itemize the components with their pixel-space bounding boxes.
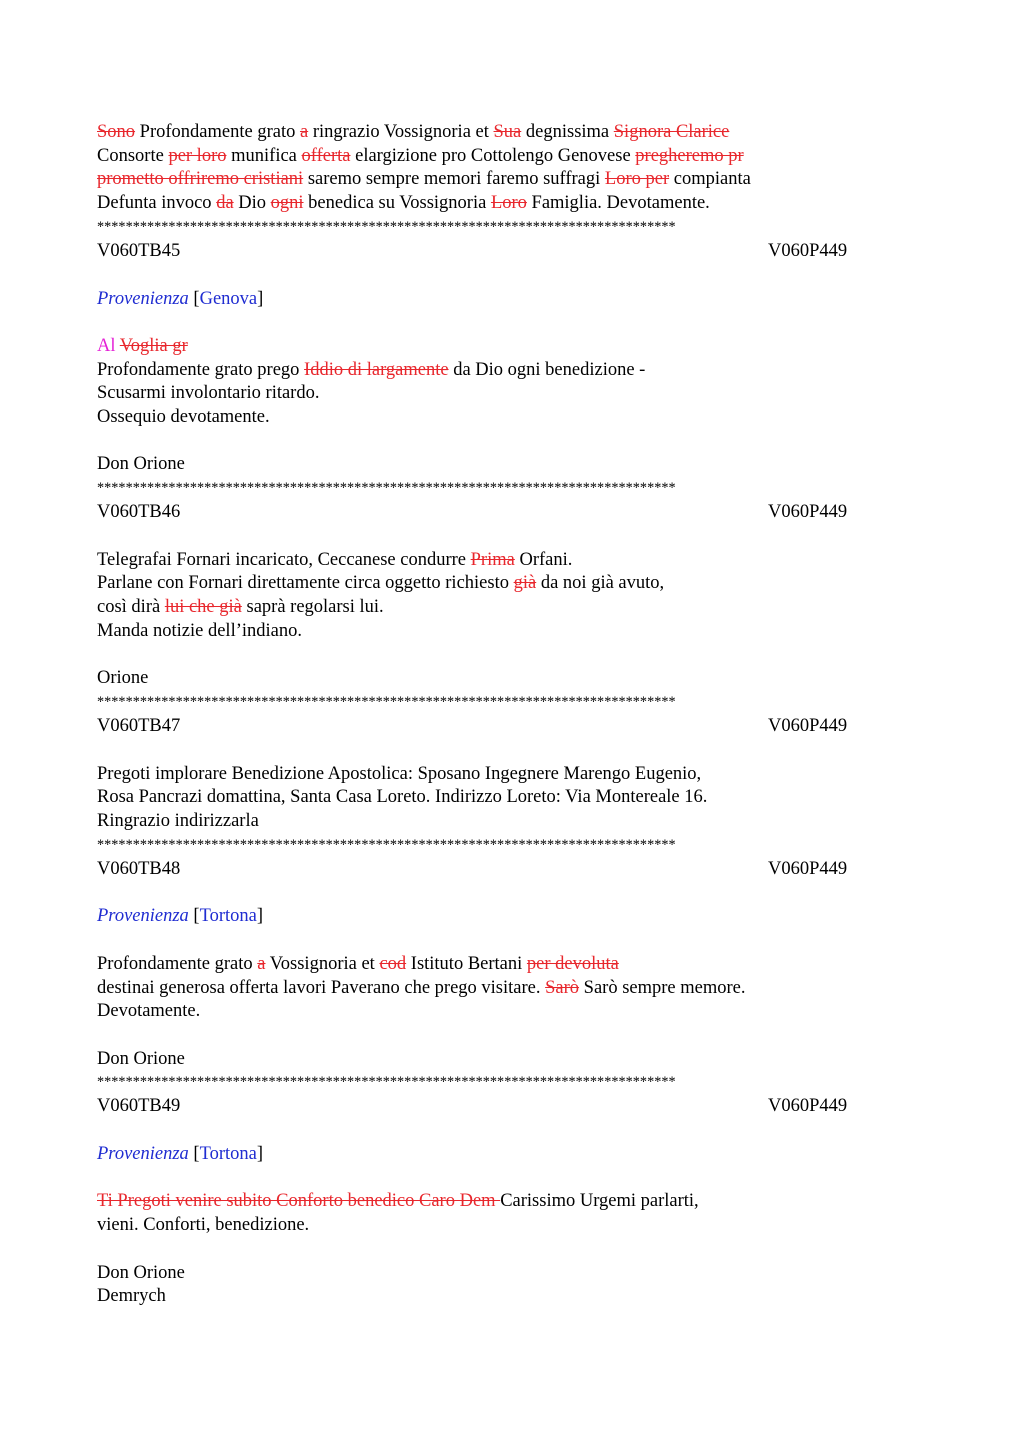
record-id: V060TB49 [97, 1096, 181, 1117]
inserted-text: Al [97, 335, 116, 356]
record-id-row [97, 713, 927, 739]
record-page: V060P449 [768, 1096, 848, 1117]
text-segment: degnissima [521, 122, 614, 142]
text-segment: Rosa Pancrazi domattina, Santa Casa Loreto. Indirizzo Loreto: Via Montereale 16. [97, 787, 708, 808]
deleted-text: cod [379, 953, 407, 974]
text-segment: elargizione pro Cottolengo Genovese [350, 145, 636, 166]
text-segment: Sarò sempre memore. [579, 977, 746, 998]
record-page: V060P449 [768, 502, 848, 523]
text-segment: da Dio ogni benedizione - [448, 359, 646, 380]
blank-line [97, 525, 927, 549]
deleted-text: pregheremo pr [635, 145, 744, 166]
text-segment: munifica [226, 145, 302, 166]
deleted-text: offerta [301, 145, 351, 166]
blank-line [97, 882, 927, 906]
deleted-text: ogni [270, 193, 304, 214]
text-line [97, 810, 927, 834]
deleted-text: Prima [470, 549, 515, 570]
text-line [97, 572, 927, 596]
separator-line: ********************************************************************************* [97, 480, 676, 497]
record-id: V060TB46 [97, 502, 181, 523]
deleted-text: Voglia gr [119, 335, 188, 356]
text-segment: Don Orione [97, 1048, 185, 1069]
separator-line: ********************************************************************************* [97, 218, 676, 235]
blank-line [97, 311, 927, 335]
text-segment: Parlane con Fornari direttamente circa oggetto richiesto [97, 573, 514, 594]
text-line [97, 1000, 927, 1024]
provenienza-place: [Tortona] [193, 1144, 264, 1165]
text-segment: Demrych [97, 1286, 166, 1307]
text-segment: Vossignoria et [265, 953, 380, 974]
text-segment: Dio [233, 193, 271, 214]
record-id-row [97, 238, 927, 264]
text-line [97, 1048, 927, 1072]
record-page: V060P449 [768, 715, 848, 736]
text-segment: Orione [97, 668, 149, 689]
text-line [97, 1190, 927, 1214]
text-line [97, 145, 927, 169]
blank-line [97, 264, 927, 288]
blank-line [97, 644, 927, 668]
deleted-text: Signora Clarice [613, 122, 730, 142]
provenienza-label: Provenienza [97, 906, 189, 927]
deleted-text: Sono [97, 122, 136, 142]
text-segment: Don Orione [97, 454, 185, 475]
text-line [97, 453, 927, 477]
text-segment: saprà regolarsi lui. [241, 597, 384, 618]
text-line [97, 1214, 927, 1238]
blank-line [97, 929, 927, 953]
deleted-text: per loro [168, 145, 227, 166]
text-segment: vieni. Conforti, benedizione. [97, 1215, 310, 1236]
text-segment: Profondamente grato [97, 953, 258, 974]
text-segment: Ringrazio indirizzarla [97, 811, 259, 832]
text-line [97, 359, 927, 383]
record-id: V060TB47 [97, 715, 181, 736]
text-segment: Carissimo Urgemi parlarti, [500, 1191, 699, 1212]
provenienza-place: [Genova] [193, 288, 264, 309]
blank-line [97, 1238, 927, 1262]
provenienza-label: Provenienza [97, 1144, 189, 1165]
text-segment: Devotamente. [97, 1001, 201, 1022]
deleted-text: da [216, 193, 234, 214]
provenienza-place: [Tortona] [193, 906, 264, 927]
text-segment: destinai generosa offerta lavori Paverano che prego visitare. [97, 977, 546, 998]
record-page: V060P449 [768, 240, 848, 261]
deleted-text: Ti Pregoti venire subito Conforto benedico Caro Dem [97, 1191, 501, 1212]
provenienza-line [97, 288, 927, 312]
provenienza-line [97, 1143, 927, 1167]
text-line [97, 121, 927, 145]
deleted-text: Loro per [604, 169, 670, 190]
text-line [97, 953, 927, 977]
deleted-text: lui che già [164, 597, 242, 618]
blank-line [97, 430, 927, 454]
text-segment: Orfani. [514, 549, 573, 570]
text-segment: Pregoti implorare Benedizione Apostolica: Sposano Ingegnere Marengo Eugenio, [97, 763, 702, 784]
provenienza-label: Provenienza [97, 288, 189, 309]
deleted-text: Iddio di largamente [304, 359, 449, 380]
blank-line [97, 1167, 927, 1191]
text-line [97, 1285, 927, 1309]
text-line [97, 667, 927, 691]
text-segment: Scusarmi involontario ritardo. [97, 383, 320, 404]
text-segment: Manda notizie dell’indiano. [97, 620, 302, 641]
text-segment: così dirà [97, 597, 165, 618]
text-segment: Don Orione [97, 1262, 185, 1283]
deleted-text: già [513, 573, 537, 594]
text-line [97, 192, 927, 216]
text-line [97, 549, 927, 573]
text-segment: Consorte [97, 145, 169, 166]
text-line [97, 596, 927, 620]
text-line [97, 763, 927, 787]
deleted-text: prometto offriremo cristiani [97, 169, 304, 190]
text-segment: Famiglia. Devotamente. [526, 193, 710, 214]
text-segment: Ossequio devotamente. [97, 407, 270, 427]
text-line [97, 620, 927, 644]
record-id-row [97, 1093, 927, 1119]
deleted-text: a [257, 953, 266, 974]
deleted-text: a [299, 122, 309, 142]
text-segment: Profondamente grato [135, 122, 300, 142]
text-segment: Profondamente grato prego [97, 359, 305, 380]
deleted-text: per devoluta [526, 953, 619, 974]
text-segment: compianta [669, 169, 751, 190]
text-segment: Istituto Bertani [406, 953, 527, 974]
text-segment: Telegrafai Fornari incaricato, Ceccanese condurre [97, 549, 471, 570]
text-segment: saremo sempre memori faremo suffragi [303, 169, 605, 190]
text-segment: benedica su Vossignoria [303, 193, 491, 214]
text-line [97, 786, 927, 810]
blank-line [97, 739, 927, 763]
text-line [97, 1262, 927, 1286]
record-id-row [97, 499, 927, 525]
document-page [97, 121, 927, 1309]
text-segment: ringrazio Vossignoria et [308, 122, 494, 142]
deleted-text: Loro [490, 193, 527, 214]
record-id: V060TB48 [97, 858, 181, 879]
text-segment: Defunta invoco [97, 193, 217, 214]
text-line [97, 406, 927, 430]
text-line [97, 977, 927, 1001]
blank-line [97, 1024, 927, 1048]
separator-line: ********************************************************************************* [97, 693, 676, 710]
deleted-text: Sarò [545, 977, 580, 998]
provenienza-line [97, 905, 927, 929]
deleted-text: Sua [493, 122, 522, 142]
text-line [97, 168, 927, 192]
separator-line: ********************************************************************************* [97, 1074, 676, 1091]
text-segment: da noi già avuto, [536, 573, 665, 594]
record-page: V060P449 [768, 858, 848, 879]
separator-line: ********************************************************************************* [97, 836, 676, 853]
text-line [97, 335, 927, 359]
blank-line [97, 1119, 927, 1143]
record-id-row [97, 856, 927, 882]
record-id: V060TB45 [97, 240, 181, 261]
text-line [97, 382, 927, 406]
